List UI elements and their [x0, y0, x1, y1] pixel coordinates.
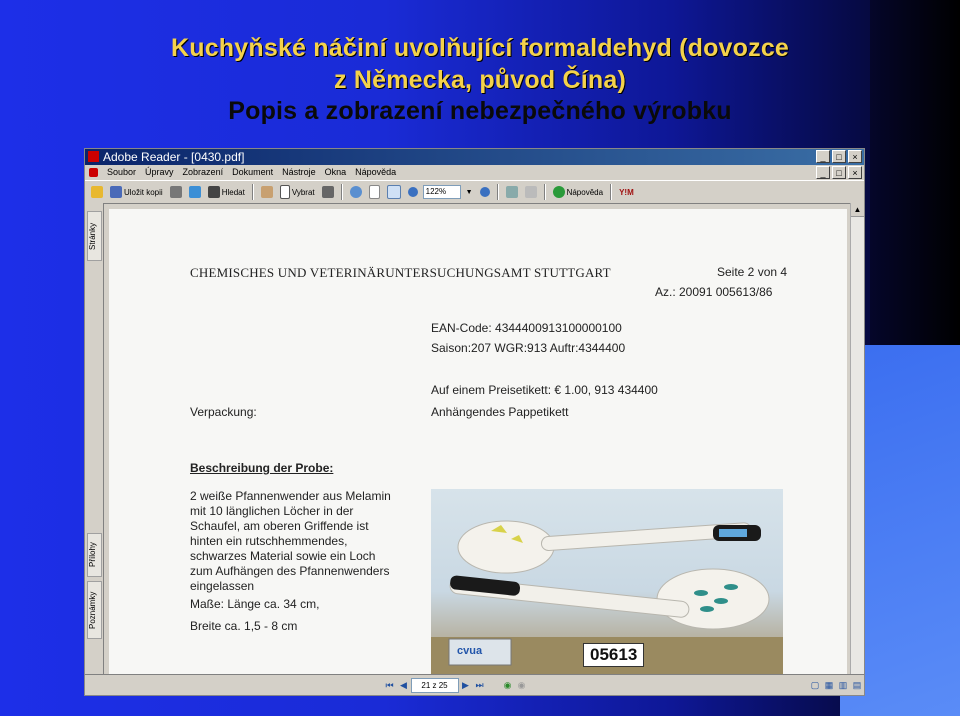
page-indicator-input[interactable]: 21 z 25 — [411, 678, 459, 693]
pdf-page — [109, 209, 847, 675]
saison-info: Saison:207 WGR:913 Auftr:4344400 — [431, 341, 626, 355]
dimensions-line1: Maße: Länge ca. 34 cm, — [190, 597, 320, 611]
description-line: Schaufel, am oberen Griffende ist — [190, 519, 369, 533]
print-icon — [170, 186, 182, 198]
adobe-reader-window — [84, 148, 865, 696]
packaging-value: Anhängendes Pappetikett — [431, 405, 569, 419]
save-icon — [110, 186, 122, 198]
hand-tool-button[interactable] — [259, 183, 275, 201]
facing-view-icon[interactable]: ▥ — [838, 680, 848, 690]
email-icon — [189, 186, 201, 198]
document-header: CHEMISCHES UND VETERINÄRUNTERSUCHUNGSAMT STUTTGART — [190, 265, 611, 280]
select-label: Vybrat — [291, 187, 315, 197]
description-line: 2 weiße Pfannenwender aus Melamin — [190, 489, 391, 503]
rotate-button[interactable] — [504, 183, 520, 201]
document-icon — [89, 168, 98, 177]
price-tag-info: Auf einem Preisetikett: € 1.00, 913 434400 — [431, 383, 658, 397]
plus-icon — [480, 187, 490, 197]
product-photo — [431, 489, 783, 675]
text-cursor-icon — [280, 185, 290, 199]
zoom-level-input[interactable]: 122% — [423, 185, 461, 199]
main-toolbar — [85, 180, 864, 204]
toolbar-separator — [252, 184, 254, 200]
help-label: Nápověda — [566, 187, 604, 197]
previous-page-button[interactable]: ◀ — [400, 680, 407, 690]
photo-logo: cvua — [457, 645, 483, 657]
toolbar-separator — [544, 184, 546, 200]
scroll-up-arrow-icon[interactable]: ▲ — [851, 203, 864, 217]
magnifier-icon — [350, 186, 362, 198]
yahoo-logo-icon: Y!M — [619, 187, 634, 197]
tab-pages[interactable]: Stránky — [87, 211, 102, 261]
menu-upravy[interactable]: Úpravy — [145, 167, 174, 177]
next-page-button[interactable]: ▶ — [462, 680, 469, 690]
reference-number: Az.: 20091 005613/86 — [655, 285, 773, 299]
description-line: mit 10 länglichen Löcher in der — [190, 504, 354, 518]
menu-zobrazeni[interactable]: Zobrazení — [182, 167, 224, 177]
open-button[interactable] — [89, 183, 105, 201]
search-button[interactable] — [206, 183, 247, 201]
zoom-out-button[interactable] — [406, 183, 420, 201]
rotate-icon — [506, 186, 518, 198]
slide-title-line2: z Německa, původ Čína) — [334, 66, 626, 94]
continuous-view-icon[interactable]: ▦ — [824, 680, 834, 690]
fit-width-icon — [387, 185, 401, 199]
forward-button[interactable]: ◉ — [517, 680, 526, 690]
description-line: zum Aufhängen des Pfannenwenders — [190, 564, 390, 578]
pages-button[interactable] — [523, 183, 539, 201]
description-heading: Beschreibung der Probe: — [190, 461, 334, 475]
chevron-down-icon: ▼ — [465, 188, 473, 196]
folder-icon — [91, 186, 103, 198]
window-titlebar[interactable] — [85, 149, 864, 165]
menu-napoveda[interactable]: Nápověda — [355, 167, 397, 177]
document-area — [85, 203, 864, 675]
adobe-reader-icon — [88, 151, 99, 162]
last-page-button[interactable]: ⏭ — [475, 680, 484, 690]
menu-okna[interactable]: Okna — [324, 167, 347, 177]
fit-width-button[interactable] — [385, 183, 403, 201]
window-title: Adobe Reader - [0430.pdf] — [103, 150, 245, 164]
description-line: eingelassen — [190, 579, 255, 593]
status-bar — [85, 674, 864, 695]
toolbar-separator — [341, 184, 343, 200]
doc-restore-button[interactable]: □ — [832, 166, 846, 179]
description-line: hinten ein rutschhemmendes, — [190, 534, 348, 548]
continuous-facing-view-icon[interactable]: ▤ — [852, 680, 862, 690]
pages-icon — [525, 186, 537, 198]
save-copy-button[interactable] — [108, 183, 165, 201]
doc-close-button[interactable]: × — [848, 166, 862, 179]
single-page-view-icon[interactable]: ▢ — [810, 680, 820, 690]
doc-minimize-button[interactable]: _ — [816, 166, 830, 179]
minimize-button[interactable]: _ — [816, 150, 830, 163]
dimensions-line2: Breite ca. 1,5 - 8 cm — [190, 619, 298, 633]
tab-attachments[interactable]: Přílohy — [87, 533, 102, 577]
menu-nastroje[interactable]: Nástroje — [282, 167, 316, 177]
vertical-scrollbar[interactable] — [850, 203, 864, 675]
ean-code: EAN-Code: 4344400913100000100 — [431, 321, 622, 335]
fit-page-button[interactable] — [367, 183, 382, 201]
description-line: schwarzes Material sowie ein Loch — [190, 549, 376, 563]
close-button[interactable]: × — [848, 150, 862, 163]
packaging-label: Verpackung: — [190, 405, 257, 419]
select-tool-button[interactable] — [278, 183, 317, 201]
print-button[interactable] — [168, 183, 184, 201]
save-copy-label: Uložit kopii — [124, 187, 163, 197]
fit-page-icon — [369, 185, 380, 199]
hand-icon — [261, 186, 273, 198]
slide-title-line3: Popis a zobrazení nebezpečného výrobku — [228, 97, 732, 125]
zoom-dropdown[interactable] — [464, 183, 475, 201]
camera-icon — [322, 186, 334, 198]
help-icon — [553, 186, 565, 198]
description-text — [190, 489, 391, 594]
menu-soubor[interactable]: Soubor — [107, 167, 137, 177]
menu-bar — [85, 165, 864, 180]
yahoo-button[interactable] — [617, 183, 636, 201]
zoom-tool-button[interactable] — [348, 183, 364, 201]
toolbar-separator — [497, 184, 499, 200]
toolbar-separator — [610, 184, 612, 200]
tab-comments[interactable]: Poznámky — [87, 581, 102, 639]
maximize-button[interactable]: □ — [832, 150, 846, 163]
sample-number-label: 05613 — [583, 643, 644, 667]
navigation-panel — [85, 203, 104, 675]
email-button[interactable] — [187, 183, 203, 201]
page-number-text: Seite 2 von 4 — [717, 265, 788, 279]
minus-icon — [408, 187, 418, 197]
help-button[interactable] — [551, 183, 605, 201]
zoom-in-button[interactable] — [478, 183, 492, 201]
slide-title-line1: Kuchyňské náčiní uvolňující formaldehyd (dovozce — [170, 34, 790, 62]
search-label: Hledat — [221, 187, 245, 197]
first-page-button[interactable]: ⏮ — [385, 680, 394, 690]
snapshot-button[interactable] — [320, 183, 336, 201]
sidebar-toggle-icon[interactable] — [91, 679, 103, 691]
binoculars-icon — [208, 186, 220, 198]
back-button[interactable]: ◉ — [503, 680, 512, 690]
menu-dokument[interactable]: Dokument — [232, 167, 274, 177]
